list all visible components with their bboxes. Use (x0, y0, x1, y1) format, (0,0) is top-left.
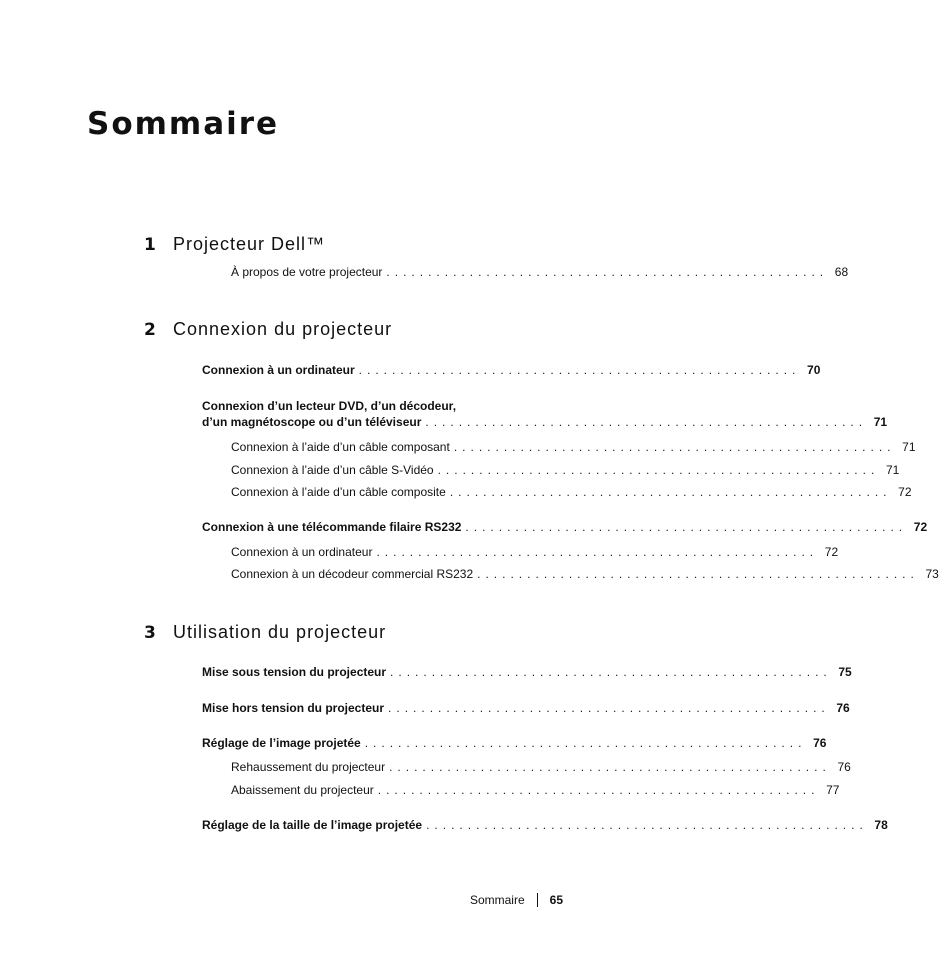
toc-entry-label: Mise hors tension du projecteur (202, 701, 385, 715)
toc-entry[interactable] (202, 700, 850, 716)
toc-entry-page: 76 (813, 736, 827, 750)
dot-leader: ..................................................... (390, 665, 832, 679)
toc-entry-label: Réglage de l’image projetée (202, 736, 361, 750)
footer-section-name: Sommaire (469, 893, 525, 907)
toc-entry-page: 68 (834, 265, 849, 279)
toc-entry[interactable] (202, 817, 888, 833)
toc-entry-page: 77 (826, 783, 840, 797)
dot-leader: ..................................................... (465, 520, 908, 534)
page-footer (470, 893, 563, 907)
toc-entry-page: 71 (902, 440, 916, 454)
toc-entry-label: À propos de votre projecteur (231, 265, 383, 279)
toc-entry-page: 76 (837, 760, 851, 774)
toc-entry[interactable] (231, 484, 912, 500)
toc-entry-label: Abaissement du projecteur (231, 783, 374, 797)
chapter-title: Connexion du projecteur (173, 319, 393, 339)
footer-divider (537, 893, 538, 907)
toc-entry-label: Connexion à un décodeur commercial RS232 (231, 567, 474, 581)
toc-entry-page: 71 (873, 415, 888, 429)
toc-entry-page: 72 (824, 545, 839, 559)
chapter-title: Utilisation du projecteur (173, 622, 387, 642)
toc-entry[interactable] (202, 735, 827, 751)
dot-leader: ..................................................... (358, 363, 801, 377)
dot-leader: ..................................................... (388, 701, 830, 715)
toc-entry-page: 78 (874, 818, 888, 832)
chapter-number: 3 (144, 623, 156, 643)
page-title: Sommaire (87, 106, 280, 142)
chapter-title: Projecteur Dell™ (173, 234, 326, 254)
toc-entry[interactable] (231, 566, 939, 582)
dot-leader: ..................................................... (364, 736, 807, 750)
dot-leader: ..................................................... (377, 783, 820, 797)
toc-entry[interactable] (231, 759, 851, 775)
dot-leader: ..................................................... (437, 463, 880, 477)
dot-leader: ..................................................... (477, 567, 919, 581)
toc-entry-label: Réglage de la taille de l’image projetée (202, 818, 423, 832)
dot-leader: ..................................................... (449, 485, 892, 499)
chapter-number: 1 (144, 235, 156, 255)
toc-entry-label: Mise sous tension du projecteur (202, 665, 387, 679)
toc-entry[interactable] (202, 398, 888, 430)
toc-entry-label: d’un magnétoscope ou d’un téléviseur (202, 415, 422, 429)
toc-entry-label: Connexion à l’aide d’un câble S-Vidéo (231, 463, 434, 477)
toc-entry-page: 75 (838, 665, 852, 679)
toc-entry-page: 71 (885, 463, 900, 477)
toc-entry-page: 72 (913, 520, 928, 534)
toc-entry-label: Connexion à un ordinateur (231, 545, 373, 559)
toc-entry-page: 72 (898, 485, 912, 499)
toc-entry-label: Connexion à une télécommande filaire RS232 (202, 520, 462, 534)
dot-leader: ..................................................... (453, 440, 896, 454)
toc-entry-label: Connexion à l’aide d’un câble composant (231, 440, 450, 454)
toc-entry[interactable] (231, 439, 916, 455)
toc-entry[interactable] (202, 362, 821, 378)
toc-entry-label: Rehaussement du projecteur (231, 760, 386, 774)
toc-entry[interactable] (231, 462, 900, 478)
toc-entry-page: 73 (925, 567, 939, 581)
chapter-number: 2 (144, 320, 156, 340)
dot-leader: ..................................................... (426, 818, 868, 832)
dot-leader: ..................................................... (386, 265, 829, 279)
dot-leader: ..................................................... (389, 760, 831, 774)
chapter-heading (144, 622, 386, 646)
toc-entry-page: 76 (836, 701, 850, 715)
toc-entry-label: Connexion à l’aide d’un câble composite (231, 485, 446, 499)
toc-entry[interactable] (231, 782, 840, 798)
toc-entry-label-line1: Connexion d’un lecteur DVD, d’un décodeur, (202, 399, 457, 413)
toc-entry[interactable] (202, 664, 852, 680)
toc-entry-page: 70 (807, 363, 821, 377)
chapter-heading (144, 319, 392, 343)
toc-entry-label: Connexion à un ordinateur (202, 363, 355, 377)
dot-leader: ..................................................... (425, 415, 868, 429)
footer-page-number: 65 (549, 893, 563, 907)
toc-entry[interactable] (231, 544, 839, 560)
chapter-heading (144, 234, 325, 258)
toc-entry[interactable] (202, 519, 928, 535)
dot-leader: ..................................................... (376, 545, 819, 559)
toc-entry[interactable] (231, 264, 849, 280)
